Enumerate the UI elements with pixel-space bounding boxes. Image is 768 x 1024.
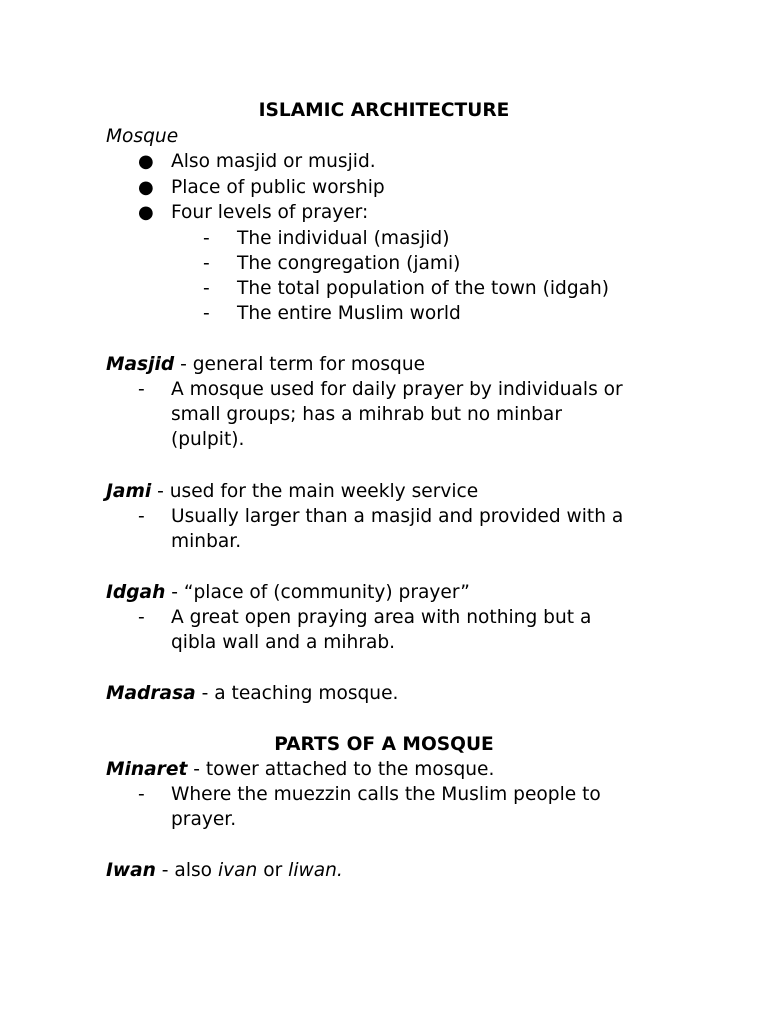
jami-term: Jami <box>106 481 152 502</box>
minaret-entry <box>106 757 494 782</box>
mosque-heading: Mosque <box>106 126 179 147</box>
iwan-alt-liwan: liwan. <box>288 860 343 881</box>
section-heading: PARTS OF A MOSQUE <box>274 734 494 755</box>
bullet-icon: ● <box>138 177 154 198</box>
iwan-alt-ivan: ivan <box>217 860 258 881</box>
idgah-definition: - “place of (community) prayer” <box>165 582 470 603</box>
dash-marker: - <box>203 303 210 324</box>
masjid-detail-line: A mosque used for daily prayer by individuals or <box>171 379 623 400</box>
minaret-detail-line: Where the muezzin calls the Muslim people to <box>171 784 601 805</box>
iwan-joiner: or <box>257 860 289 881</box>
jami-detail-line: minbar. <box>171 531 242 552</box>
list-item: Place of public worship <box>171 177 385 198</box>
idgah-detail-line: A great open praying area with nothing but a <box>171 607 592 628</box>
level-item: The entire Muslim world <box>237 303 461 324</box>
masjid-detail-line: small groups; has a mihrab but no minbar <box>171 404 562 425</box>
masjid-detail-line: (pulpit). <box>171 429 245 450</box>
jami-detail-line: Usually larger than a masjid and provided with a <box>171 506 624 527</box>
masjid-entry <box>106 352 425 377</box>
jami-entry <box>106 479 478 504</box>
dash-marker: - <box>138 506 145 527</box>
iwan-term: Iwan <box>106 860 156 881</box>
dash-marker: - <box>203 278 210 299</box>
madrasa-entry <box>106 681 398 706</box>
dash-marker: - <box>138 784 145 805</box>
minaret-term: Minaret <box>106 759 188 780</box>
level-item: The congregation (jami) <box>237 253 461 274</box>
bullet-icon: ● <box>138 202 154 223</box>
level-item: The total population of the town (idgah) <box>237 278 610 299</box>
list-item: Also masjid or musjid. <box>171 151 376 172</box>
masjid-term: Masjid <box>106 354 175 375</box>
idgah-detail-line: qibla wall and a mihrab. <box>171 632 396 653</box>
masjid-definition: - general term for mosque <box>174 354 426 375</box>
dash-marker: - <box>203 228 210 249</box>
madrasa-term: Madrasa <box>106 683 196 704</box>
dash-marker: - <box>138 607 145 628</box>
list-item: Four levels of prayer: <box>171 202 369 223</box>
idgah-entry <box>106 580 470 605</box>
iwan-definition-prefix: - also <box>155 860 218 881</box>
madrasa-definition: - a teaching mosque. <box>195 683 399 704</box>
page-title: ISLAMIC ARCHITECTURE <box>258 100 510 121</box>
idgah-term: Idgah <box>106 582 166 603</box>
minaret-definition: - tower attached to the mosque. <box>187 759 495 780</box>
jami-definition: - used for the main weekly service <box>151 481 479 502</box>
level-item: The individual (masjid) <box>237 228 450 249</box>
minaret-detail-line: prayer. <box>171 809 237 830</box>
iwan-entry <box>106 858 343 883</box>
dash-marker: - <box>203 253 210 274</box>
bullet-icon: ● <box>138 151 154 172</box>
dash-marker: - <box>138 379 145 400</box>
